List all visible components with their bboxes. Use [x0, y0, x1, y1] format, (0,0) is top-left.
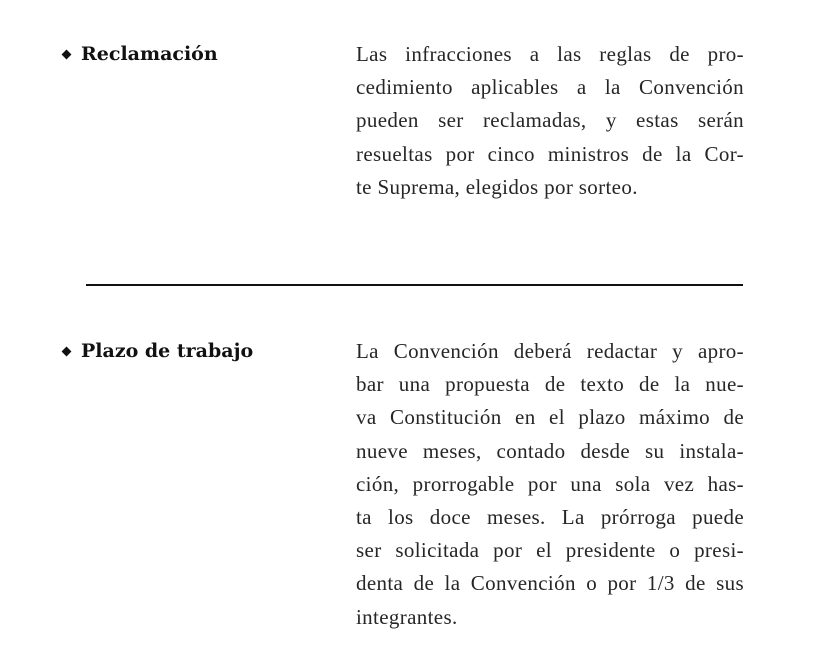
definition-line: Las infracciones a las reglas de pro- — [356, 42, 744, 66]
definition-line: ta los doce meses. La prórroga puede — [356, 505, 744, 530]
term-label: Plazo de trabajo — [81, 340, 254, 362]
definition-text — [356, 335, 744, 634]
definition-line: ser solicitada por el presidente o presi- — [356, 538, 744, 563]
definition-text — [356, 38, 744, 204]
term-heading — [62, 335, 253, 368]
diamond-bullet-icon — [62, 347, 72, 357]
definition-line: te Suprema, elegidos por sorteo. — [356, 174, 638, 199]
definition-line: ción, prorrogable por una sola vez has- — [356, 471, 744, 496]
definition-line: bar una propuesta de texto de la nue- — [356, 372, 744, 397]
definition-line: cedimiento aplicables a la Convención — [356, 75, 744, 100]
term-label: Reclamación — [81, 43, 218, 65]
definition-line: pueden ser reclamadas, y estas serán — [356, 108, 744, 133]
definition-line: denta de la Convención o por 1/3 de sus — [356, 571, 744, 596]
definition-line: La Convención deberá redactar y apro- — [356, 339, 744, 363]
definition-line: resueltas por cinco ministros de la Cor- — [356, 141, 744, 166]
definition-line: integrantes. — [356, 604, 458, 629]
term-heading — [62, 38, 218, 71]
definition-line: nueve meses, contado desde su instala- — [356, 438, 744, 463]
definition-line: va Constitución en el plazo máximo de — [356, 405, 744, 430]
diamond-bullet-icon — [62, 50, 72, 60]
section-divider — [86, 284, 743, 286]
